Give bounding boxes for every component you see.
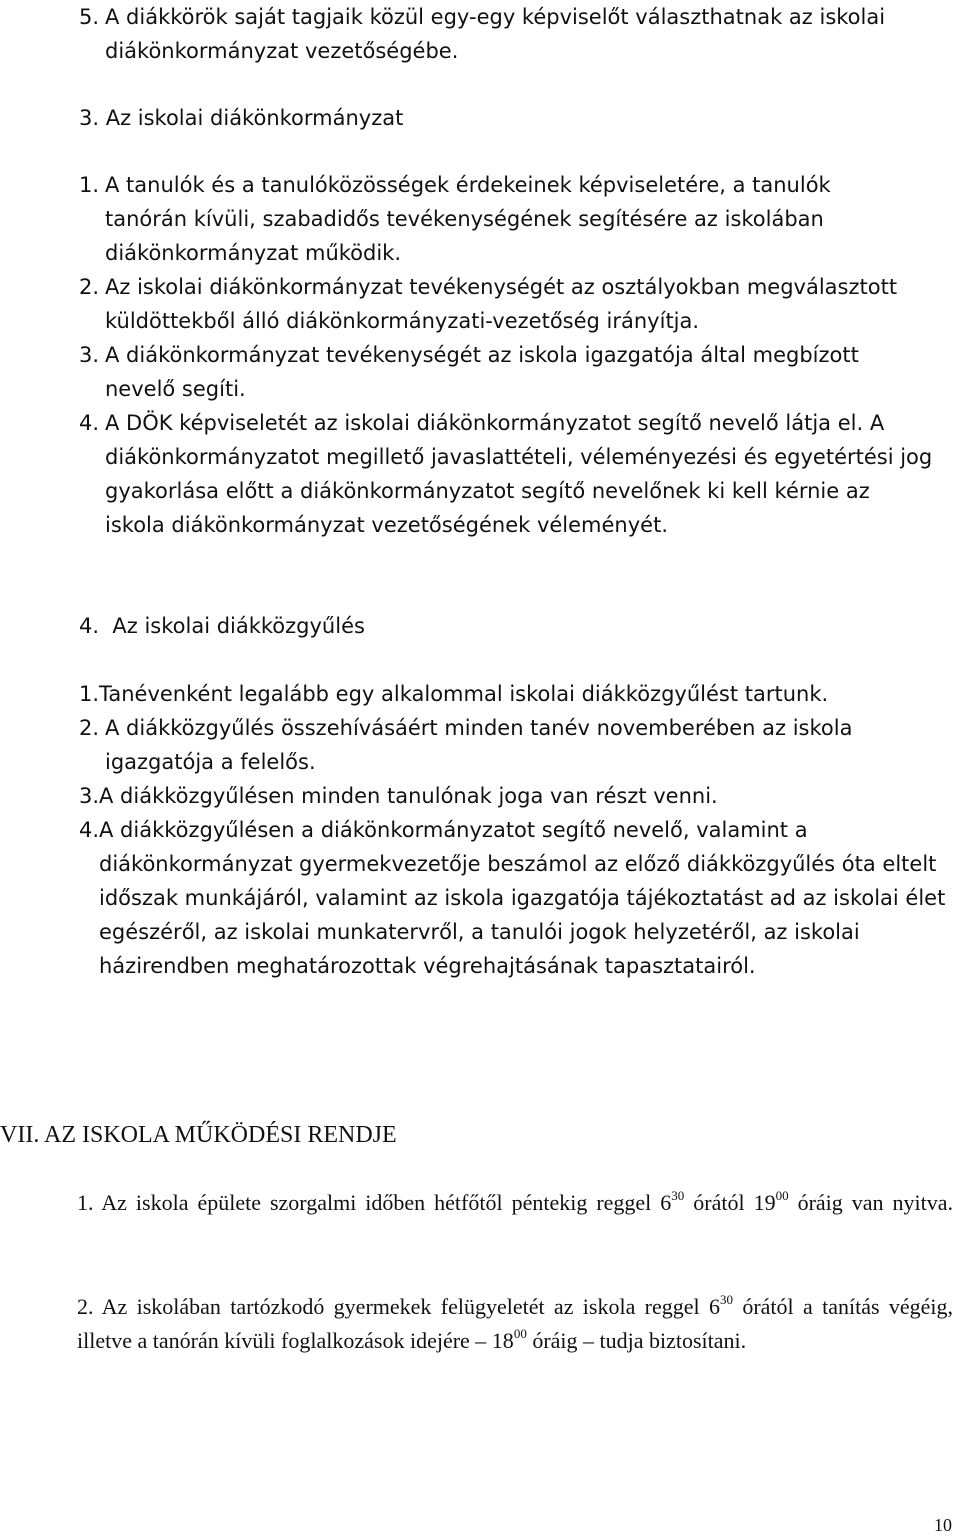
paragraph	[77, 1290, 953, 1358]
list-item	[79, 0, 939, 68]
item-text: A DÖK képviseletét az iskolai diákönkormányzatot segítő nevelő látja el. A diákönkormányzatot megillető javaslattételi, véleményezési és egyetértési jog gyakorlása előtt a diákönkormányzatot segítő nevelőnek ki kell kérnie az iskola diákönkormányzat vezetőségének véleményét.	[105, 411, 933, 537]
section-heading: 3. Az iskolai diákönkormányzat	[79, 106, 404, 130]
page-number: 10	[934, 1515, 952, 1535]
paragraph-line: 2. Az iskolában tartózkodó gyermekek felügyeletét az iskola reggel $6^{30}$ órától a tanítás végéig, illetve a tanórán kívüli foglalkozások idejére – $18^{00}$ óráig – tudja biztosítani.	[77, 1291, 954, 1353]
item-number: 1.	[79, 173, 100, 197]
section-heading: 4. Az iskolai diákközgyűlés	[79, 614, 365, 638]
item-text: Az iskolai diákönkormányzat tevékenységét az osztályokban megválasztott küldöttekből álló diákönkormányzati-vezetőség irányítja.	[105, 275, 898, 333]
item-text: A diákközgyűlés összehívásáért minden tanév novemberében az iskola igazgatója a felelős.	[105, 716, 853, 774]
item-number: 5.	[79, 5, 100, 29]
item-number: 3.	[79, 784, 100, 808]
paragraph	[77, 1186, 953, 1220]
item-number: 3.	[79, 343, 100, 367]
chapter-heading: VII. AZ ISKOLA MŰKÖDÉSI RENDJE	[0, 1122, 397, 1148]
item-text: A diákközgyűlésen a diákönkormányzatot segítő nevelő, valamint a diákönkormányzat gyermekvezetője beszámol az előző diákközgyűlés óta eltelt időszak munkájáról, valamint az iskola igazgatója tájékoztatást ad az iskolai élet egészéről, az iskolai munkatervről, a tanulói jogok helyzetéről, az iskolai házirendben meghatározottak végrehajtásának tapasztatairól.	[99, 818, 946, 978]
item-text: A diákkörök saját tagjaik közül egy-egy képviselőt választhatnak az iskolai diákönkormányzat vezetőségébe.	[105, 5, 886, 63]
list-item	[79, 168, 939, 270]
list-item	[79, 711, 939, 779]
item-number: 1.	[79, 682, 100, 706]
item-number: 2.	[79, 716, 100, 740]
item-text: A tanulók és a tanulóközösségek érdekeinek képviseletére, a tanulók tanórán kívüli, szabadidős tevékenységének segítésére az iskolában diákönkormányzat működik.	[105, 173, 831, 265]
superscript-time: 30	[720, 1291, 733, 1307]
item-number: 4.	[79, 818, 100, 842]
list-item	[79, 406, 939, 542]
item-text: Tanévenként legalább egy alkalommal iskolai diákközgyűlést tartunk.	[99, 682, 829, 706]
list-item	[79, 779, 939, 813]
superscript-time: 30	[671, 1187, 685, 1203]
superscript-time: 00	[775, 1187, 789, 1203]
item-number: 4.	[79, 411, 100, 435]
list-item	[79, 677, 949, 711]
item-number: 2.	[79, 275, 100, 299]
item-text: A diákközgyűlésen minden tanulónak joga van részt venni.	[99, 784, 718, 808]
item-text: A diákönkormányzat tevékenységét az iskola igazgatója által megbízott nevelő segíti.	[105, 343, 859, 401]
list-item	[79, 813, 949, 983]
paragraph-line: 1. Az iskola épülete szorgalmi időben hétfőtől péntekig reggel $6^{30}$ órától $19^{00}$ óráig van nyitva.	[77, 1187, 953, 1215]
superscript-time: 00	[513, 1325, 527, 1341]
list-item	[79, 338, 939, 406]
list-item	[79, 270, 939, 338]
